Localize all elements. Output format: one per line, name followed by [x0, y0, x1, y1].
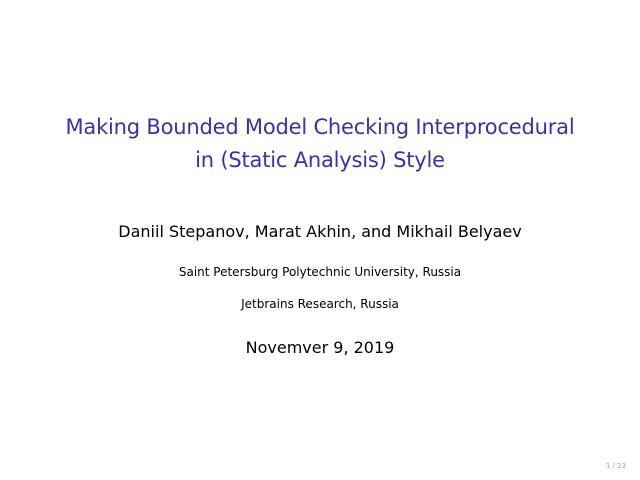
- slide-title-line-1: Making Bounded Model Checking Interprocedural: [65, 115, 575, 139]
- presentation-date: Novemver 9, 2019: [245, 338, 395, 357]
- slide-title-line-2: in (Static Analysis) Style: [195, 148, 445, 172]
- affiliation-2: Jetbrains Research, Russia: [241, 297, 399, 311]
- affiliation-1: Saint Petersburg Polytechnic University, Russia: [178, 265, 462, 279]
- page-number: 1 / 23: [605, 462, 626, 470]
- slide-title: [0, 111, 640, 177]
- author-list: Daniil Stepanov, Marat Akhin, and Mikhail Belyaev: [118, 222, 522, 241]
